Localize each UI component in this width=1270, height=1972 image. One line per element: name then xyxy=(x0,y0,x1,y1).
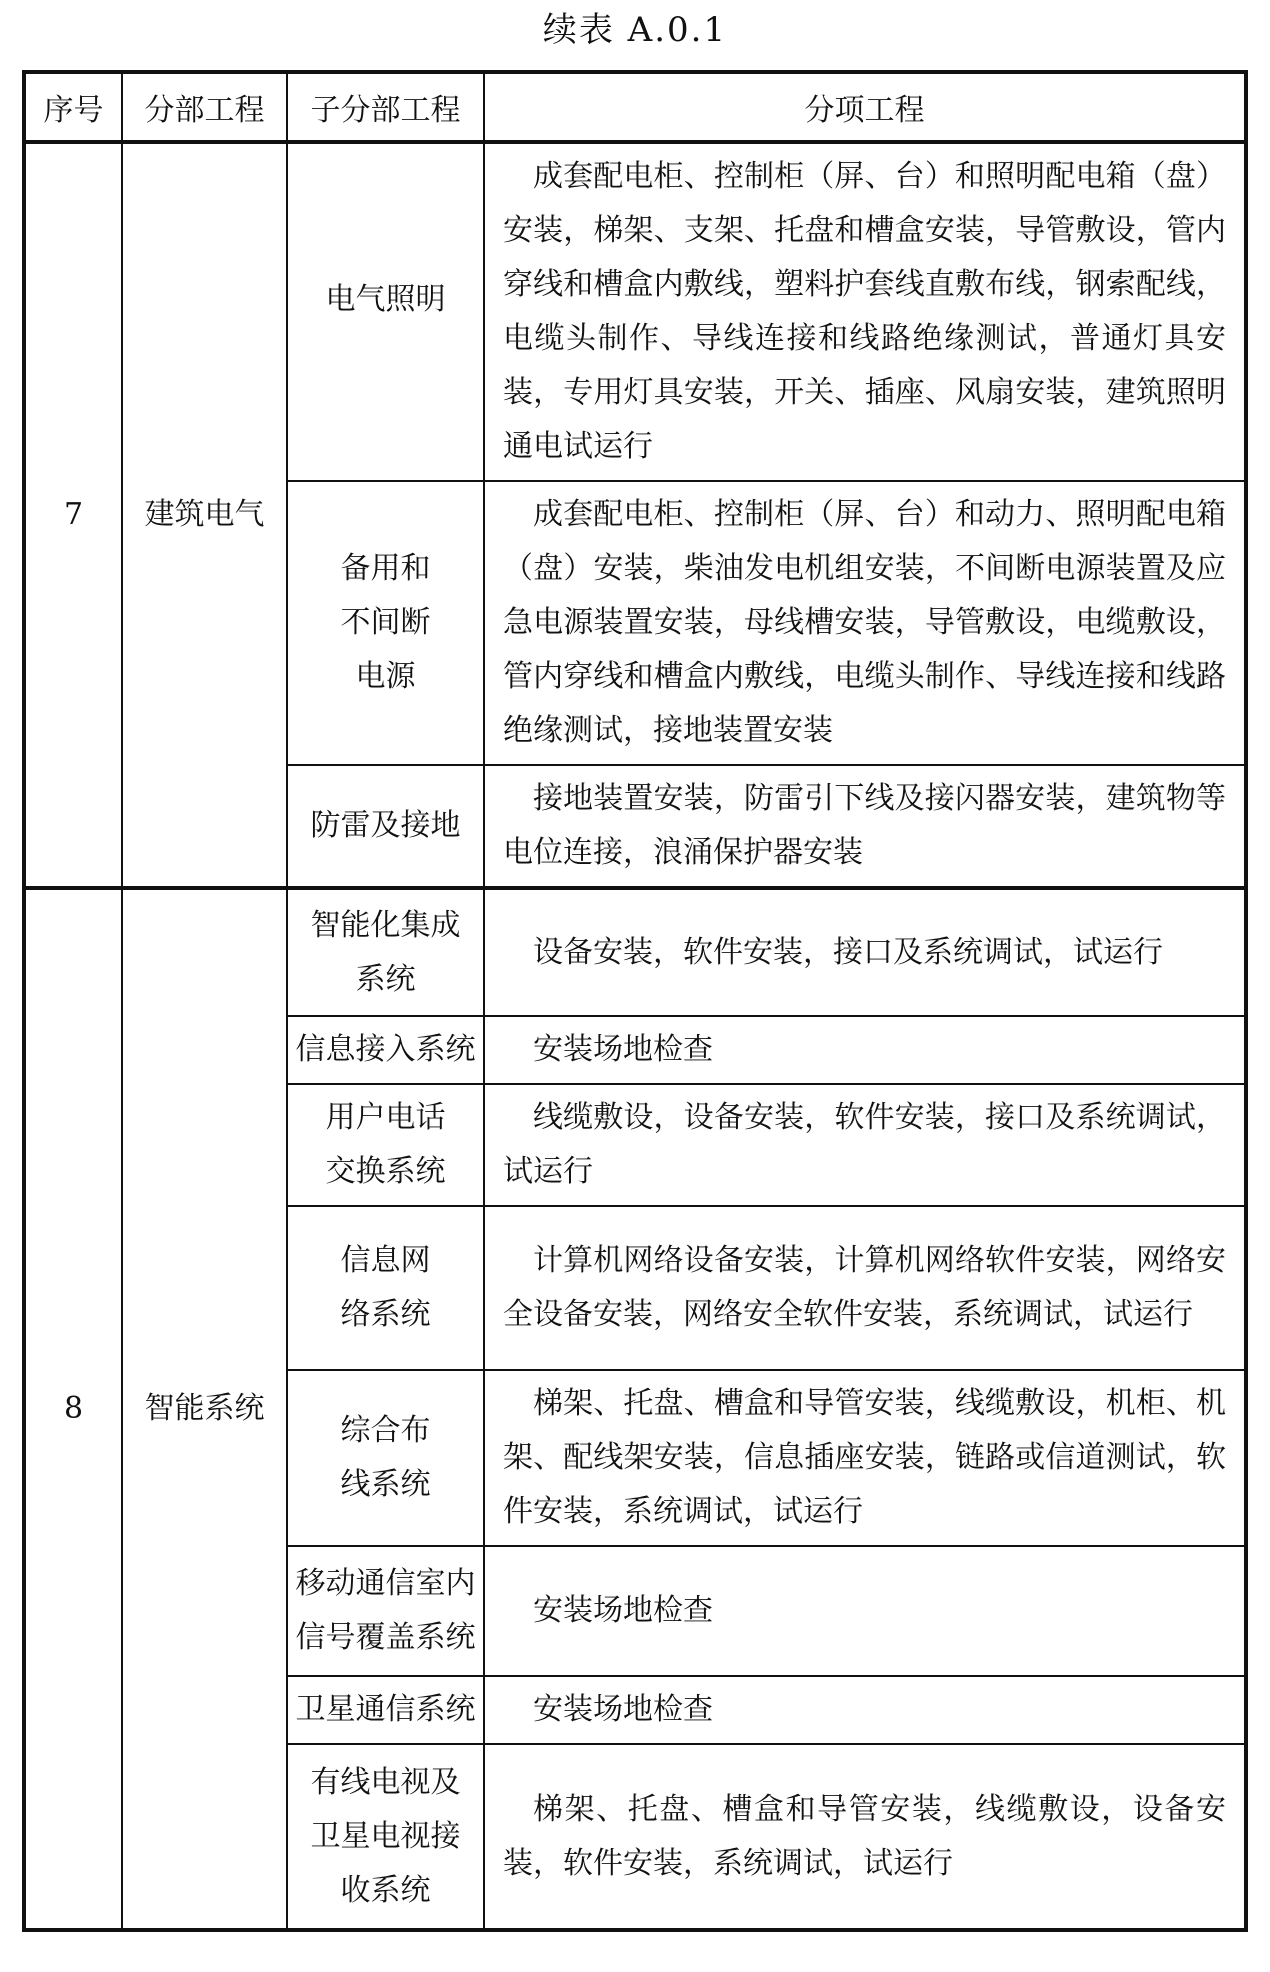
division-table xyxy=(22,70,1248,1932)
table-title: 续表 A.0.1 xyxy=(542,10,728,50)
subdivision-cell: 备用和不间断电源 xyxy=(287,481,484,765)
header-division: 分部工程 xyxy=(122,72,287,142)
item-text: 接地装置安装，防雷引下线及接闪器安装，建筑物等电位连接，浪涌保护器安装 xyxy=(503,781,1226,870)
item-cell xyxy=(484,1546,1246,1676)
item-cell xyxy=(484,1084,1246,1206)
header-item: 分项工程 xyxy=(484,72,1246,142)
subdivision-cell: 信息网络系统 xyxy=(287,1206,484,1370)
subdivision-cell: 用户电话交换系统 xyxy=(287,1084,484,1206)
item-cell xyxy=(484,1676,1246,1744)
subdivision-cell: 有线电视及卫星电视接收系统 xyxy=(287,1744,484,1930)
item-cell xyxy=(484,1016,1246,1084)
subdivision-cell: 防雷及接地 xyxy=(287,765,484,888)
item-text: 计算机网络设备安装，计算机网络软件安装，网络安全设备安装，网络安全软件安装，系统调试，试运行 xyxy=(503,1243,1226,1332)
seq-cell: 7 xyxy=(24,142,122,888)
item-text: 成套配电柜、控制柜（屏、台）和动力、照明配电箱（盘）安装，柴油发电机组安装，不间断电源装置及应急电源装置安装，母线槽安装，导管敷设，电缆敷设，管内穿线和槽盒内敷线，电缆头制作、导线连接和线路绝缘测试，接地装置安装 xyxy=(503,497,1226,748)
item-text: 安装场地检查 xyxy=(533,1593,713,1628)
division-cell: 建筑电气 xyxy=(122,142,287,888)
subdivision-cell: 智能化集成系统 xyxy=(287,888,484,1016)
item-text: 安装场地检查 xyxy=(533,1032,713,1067)
header-row xyxy=(24,72,1246,142)
item-text: 梯架、托盘、槽盒和导管安装，线缆敷设，机柜、机架、配线架安装，信息插座安装，链路或信道测试，软件安装，系统调试，试运行 xyxy=(503,1386,1226,1529)
item-cell xyxy=(484,1370,1246,1546)
item-text: 梯架、托盘、槽盒和导管安装，线缆敷设，设备安装，软件安装，系统调试，试运行 xyxy=(503,1791,1226,1881)
subdivision-cell: 移动通信室内信号覆盖系统 xyxy=(287,1546,484,1676)
table-row xyxy=(24,142,1246,481)
item-cell xyxy=(484,481,1246,765)
header-subdivision: 子分部工程 xyxy=(287,72,484,142)
item-cell xyxy=(484,142,1246,481)
table-row xyxy=(24,888,1246,1016)
item-cell xyxy=(484,888,1246,1016)
division-cell: 智能系统 xyxy=(122,888,287,1930)
seq-cell: 8 xyxy=(24,888,122,1930)
subdivision-cell: 电气照明 xyxy=(287,142,484,481)
subdivision-cell: 信息接入系统 xyxy=(287,1016,484,1084)
item-cell xyxy=(484,1206,1246,1370)
item-cell xyxy=(484,765,1246,888)
item-text: 线缆敷设，设备安装，软件安装，接口及系统调试，试运行 xyxy=(503,1100,1226,1189)
item-text: 成套配电柜、控制柜（屏、台）和照明配电箱（盘）安装，梯架、支架、托盘和槽盒安装，导管敷设，管内穿线和槽盒内敷线，塑料护套线直敷布线，钢索配线，电缆头制作、导线连接和线路绝缘测试，普通灯具安装，专用灯具安装，开关、插座、风扇安装，建筑照明通电试运行 xyxy=(503,159,1226,464)
item-text: 安装场地检查 xyxy=(533,1692,713,1727)
subdivision-cell: 卫星通信系统 xyxy=(287,1676,484,1744)
item-cell xyxy=(484,1744,1246,1930)
subdivision-cell: 综合布线系统 xyxy=(287,1370,484,1546)
item-text: 设备安装，软件安装，接口及系统调试，试运行 xyxy=(533,934,1163,970)
header-seq: 序号 xyxy=(24,72,122,142)
